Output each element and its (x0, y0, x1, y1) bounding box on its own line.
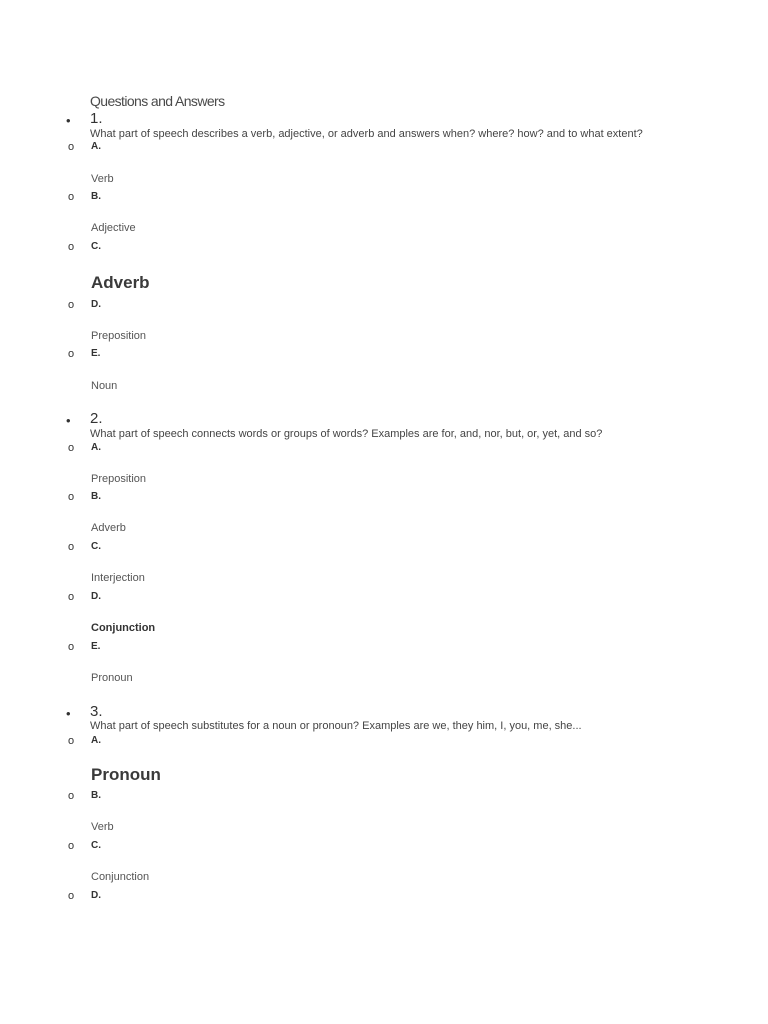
option-bullet: o (68, 491, 75, 503)
option-bullet: o (68, 840, 75, 852)
option-letter: A. (91, 735, 101, 746)
question-text: What part of speech substitutes for a noun or pronoun? Examples are we, they him, I, you, me, she... (90, 720, 582, 732)
question-number: 1. (90, 110, 103, 127)
option-letter: A. (91, 141, 101, 152)
option-bullet: o (68, 591, 75, 603)
option-answer: Interjection (91, 572, 145, 584)
option-answer: Preposition (91, 330, 147, 342)
option-bullet: o (68, 348, 75, 360)
question-number: 2. (90, 410, 103, 427)
option-answer: Verb (91, 821, 114, 833)
question-bullet: • (66, 706, 71, 721)
option-letter: E. (91, 641, 101, 652)
option-letter: B. (91, 790, 101, 801)
option-letter: A. (91, 442, 101, 453)
option-bullet: o (68, 141, 75, 153)
option-letter: B. (91, 491, 101, 502)
option-bullet: o (68, 191, 75, 203)
option-bullet: o (68, 442, 75, 454)
option-letter: E. (91, 348, 101, 359)
option-bullet: o (68, 790, 75, 802)
option-bullet: o (68, 735, 75, 747)
option-letter: D. (91, 299, 101, 310)
question-number: 3. (90, 703, 103, 720)
question-text: What part of speech connects words or groups of words? Examples are for, and, nor, but, or, yet, and so? (90, 428, 603, 440)
option-letter: C. (91, 840, 101, 851)
option-answer: Adjective (91, 222, 136, 234)
option-answer-highlighted: Adverb (91, 273, 150, 292)
option-bullet: o (68, 641, 75, 653)
option-letter: D. (91, 591, 101, 602)
option-bullet: o (68, 299, 75, 311)
option-letter: D. (91, 890, 101, 901)
question-bullet: • (66, 113, 71, 128)
option-answer: Preposition (91, 473, 147, 485)
option-bullet: o (68, 890, 75, 902)
question-text: What part of speech describes a verb, adjective, or adverb and answers when? where? how? and to what extent? (90, 128, 643, 140)
option-answer: Verb (91, 173, 114, 185)
document-title: Questions and Answers (90, 93, 225, 109)
option-letter: C. (91, 541, 101, 552)
option-answer-highlighted: Pronoun (91, 765, 161, 784)
option-answer-highlighted: Conjunction (91, 622, 156, 634)
option-bullet: o (68, 241, 75, 253)
option-answer: Adverb (91, 522, 126, 534)
option-answer: Noun (91, 380, 118, 392)
option-bullet: o (68, 541, 75, 553)
option-answer: Conjunction (91, 871, 150, 883)
option-letter: C. (91, 241, 101, 252)
option-answer: Pronoun (91, 672, 133, 684)
option-letter: B. (91, 191, 101, 202)
question-bullet: • (66, 413, 71, 428)
